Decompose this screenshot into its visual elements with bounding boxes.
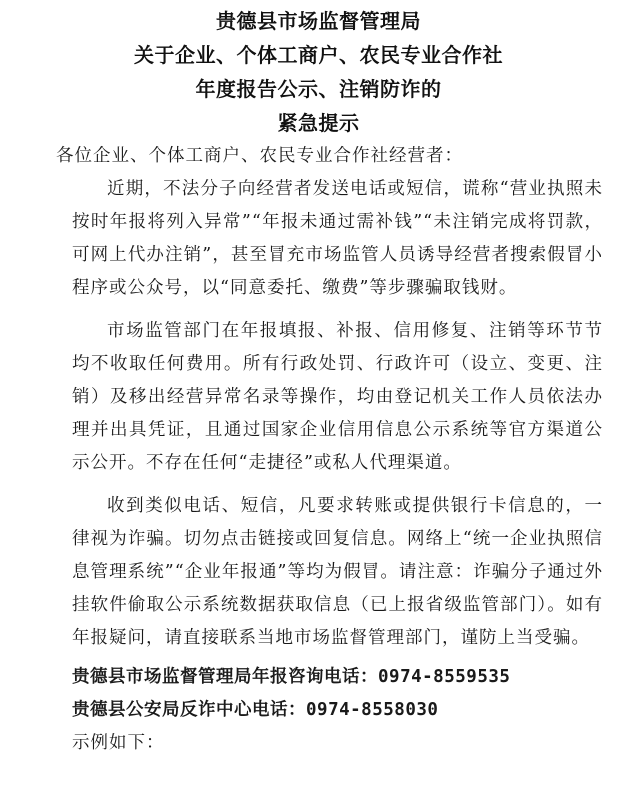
notice-title [34, 4, 603, 140]
contact-label: 贵德县市场监督管理局年报咨询电话： [72, 667, 378, 687]
contact-police-antifraud [72, 694, 603, 727]
title-line-issuer: 贵德县市场监督管理局 [216, 9, 421, 33]
title-line-urgent: 紧急提示 [277, 111, 360, 135]
paragraph-no-fees: 市场监管部门在年报填报、补报、信用修复、注销等环节节均不收取任何费用。所有行政处罚、行政许可（设立、变更、注销）及移出经营异常名录等操作，均由登记机关工作人员依法办理并出具凭证，且通过国家企业信用信息公示系统等官方渠道公示公开。不存在任何“走捷径”或私人代理渠道。 [72, 321, 603, 473]
paragraph-scam-description: 近期，不法分子向经营者发送电话或短信，谎称“营业执照未按时年报将列入异常”“年报未通过需补钱”“未注销完成将罚款，可网上代办注销”，甚至冒充市场监管人员诱导经营者搜索假冒小程序或公众号，以“同意委托、缴费”等步骤骗取钱财。 [72, 179, 603, 298]
contact-phone-number: 0974-8558030 [306, 700, 439, 720]
title-line-subject: 关于企业、个体工商户、农民专业合作社 [134, 43, 503, 67]
title-line-topic: 年度报告公示、注销防诈的 [195, 77, 442, 101]
salutation: 各位企业、个体工商户、农民专业合作社经营者： [56, 146, 463, 166]
contact-label: 贵德县公安局反诈中心电话： [72, 700, 306, 720]
paragraph-fraud-warning: 收到类似电话、短信，凡要求转账或提供银行卡信息的，一律视为诈骗。切勿点击链接或回复信息。网络上“统一企业执照信息管理系统”“企业年报通”等均为假冒。请注意：诈骗分子通过外挂软件偷取公示系统数据获取信息（已上报省级监管部门）。如有年报疑问，请直接联系当地市场监督管理部门，谨防上当受骗。 [72, 496, 603, 648]
example-label: 示例如下： [72, 733, 165, 753]
contact-market-regulation [72, 661, 603, 694]
contact-phone-number: 0974-8559535 [378, 667, 511, 687]
